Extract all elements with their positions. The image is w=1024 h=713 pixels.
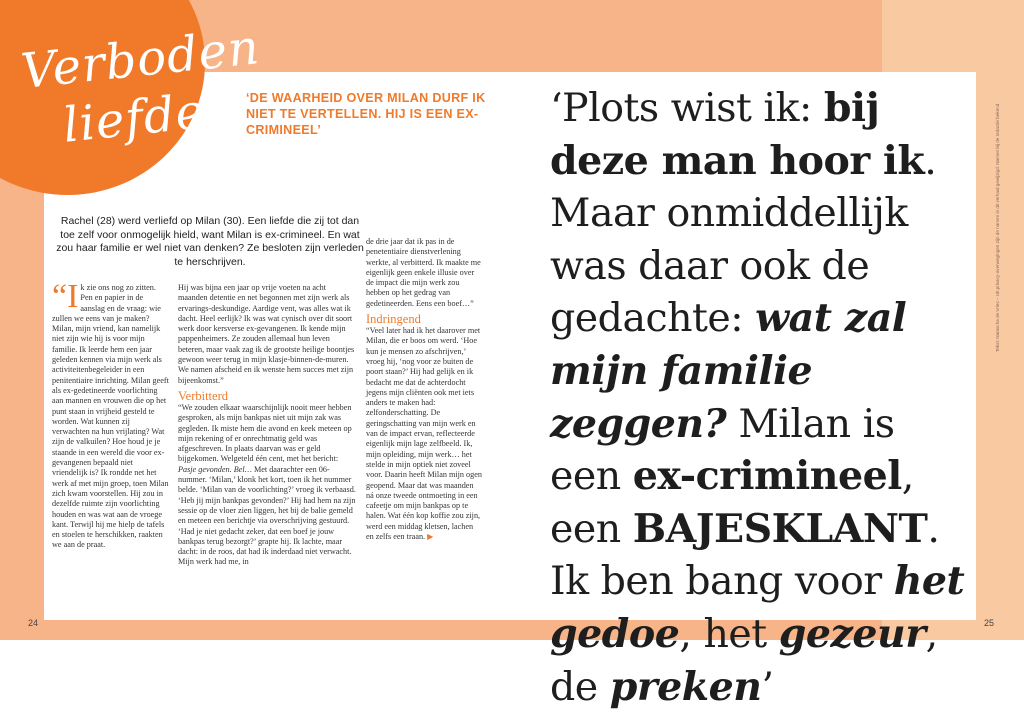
page-number-right: 25 xyxy=(984,618,995,628)
column-3-paragraph-1: de drie jaar dat ik pas in de penetentiaire dienstverlening werkte, al verbitterd. Ik maakte me eigenlijk geen enkele illusie over de impact die mijn werk zou hebben op het gedrag van gedetineerden. Eens een boef…” xyxy=(366,237,481,308)
quote-text: , de xyxy=(550,610,938,710)
quote-text: , het xyxy=(679,610,779,657)
quote-bold-italic: wat zal mijn familie zeggen? xyxy=(550,295,907,447)
column-3-paragraph-2 xyxy=(366,326,482,542)
article-column-2 xyxy=(178,283,356,568)
logo-line-2: liefde xyxy=(60,83,208,154)
quote-text: . Ik ben bang voor xyxy=(550,505,940,605)
quote-bold-italic: gezeur xyxy=(778,610,926,657)
drop-cap: “I xyxy=(52,278,79,315)
quote-text: ‘Plots wist ik: xyxy=(550,85,824,131)
subhead-verbitterd: Verbitterd xyxy=(178,388,228,403)
quote-bold: BAJESKLANT xyxy=(632,505,928,552)
subhead-indringend: Indringend xyxy=(366,312,421,327)
section-logo xyxy=(18,19,263,158)
quote-bold: ex-crimineel xyxy=(632,453,902,500)
quote-bold-italic: preken xyxy=(609,663,762,710)
article-column-1 xyxy=(52,278,169,551)
quote-text: ’ xyxy=(761,663,774,710)
quote-text: Milan is een xyxy=(550,400,895,500)
column-2-paragraph-1: Hij was bijna een jaar op vrije voeten na acht maanden detentie en net begonnen met zijn werk als ervarings-deskundige. Aardige vent, was alles wat ik dacht. Heel eerlijk? Ik was wat cynisch over dit soort werk door kersverse ex-gevangenen. Ik kende mijn pappenheimers. Ze zouden allemaal hun leven beteren, maar vaak zag ik de grootste heilige boontjes gewoon weer terug in mijn klasje-binnen-de-muren. We namen afscheid en ik wenste hem succes met zijn bijeenkomst.” xyxy=(178,283,355,385)
column-2-paragraph-2 xyxy=(178,403,356,568)
logo-line-1: Verboden xyxy=(18,19,263,100)
column-2-text-b: Met daarachter een 06-nummer. ‘Milan,’ klonk het kort, toen ik het nummer belde. ‘Milan van de voorlichting?’ vroeg ik verbaasd. ‘Heb jij mijn bankpas gevonden?’ Hij had hem na zijn sessie op de vloer zien liggen, het bij de balie gemeld en meteen een berichtje via overschrijving gestuurd. ‘Had je niet gedacht zeker, dat een boef je jouw bankpas terug bezorgt?’ grapte hij. Ik lachte, maar dacht: in de roos, dat had ik inderdaad niet verwacht. Mijn werk had me, in xyxy=(178,464,356,567)
article-column-3 xyxy=(366,237,482,542)
article-headline: ‘DE WAARHEID OVER MILAN DURF IK NIET TE VERTELLEN. HIJ IS EEN EX-CRIMINEEL’ xyxy=(246,91,486,137)
article-intro: Rachel (28) werd verliefd op Milan (30). Een liefde die zij tot dan toe zelf voor onmogelijk hield, want Milan is ex-crimineel. En wat zou haar familie er wel niet van denken? Ze besloten zijn verleden te herschrijven. xyxy=(56,215,364,268)
quote-text: . Maar onmiddellijk was daar ook de gedachte: xyxy=(550,137,937,342)
page-number-left: 24 xyxy=(28,618,39,628)
column-1-paragraph xyxy=(52,278,169,551)
column-2-text-a: “We zouden elkaar waarschijnlijk nooit meer hebben gesproken, als mijn bankpas niet uit mijn zak was gegleden. Ik miste hem die avond en keek meteen op mijn rekening of er onrechtmatig geld was afgeschreven. In plaats daarvan was er geld bijgekomen. Welgeteld één cent, met het bericht: xyxy=(178,402,352,464)
end-mark-icon: ▶ xyxy=(427,532,434,542)
author-credit: Tekst: Natascha de Vries – Uit privacy-overwegingen zijn de namen in dit verhaal gewijzigd. Namen bij de redactie bekend xyxy=(995,103,1000,352)
column-2-text-italic: Pasje gevonden. Bel… xyxy=(178,464,252,474)
column-1-text: k zie ons nog zo zitten. Pen en papier in de aanslag en de vraag: wie zullen we eens van je maken? Milan, mijn vriend, kan namelijk niet zijn wie hij is voor mijn familie. Ik leerde hem een jaar geleden kennen via mijn werk als activiteitenbegeleider in een penitentiaire inrichting. Milan geeft als ex-gedetineerde voorlichting aan mannen en vrouwen die op het punt staan in vrijheid gesteld te worden. Wat kunnen zij verwachten na hun vrijlating? Wat zijn de valkuilen? Hoe houd je je staande in een wereld die voor ex-gevangenen bepaald niet vriendelijk is? Ik rondde net het werk af met mijn groep, toen Milan zich kwam voorstellen. Hij zou in dezelfde ruimte zijn voorlichting houden en was wat aan de vroege kant. Terwijl hij me hielp de tafels en stoelen te herschikken, raakten we aan de praat. xyxy=(52,283,169,550)
quote-text: , een xyxy=(550,453,914,552)
pull-quote xyxy=(550,82,976,713)
quote-bold: bij deze man hoor ik xyxy=(550,85,925,184)
column-3-text: “Veel later had ik het daarover met Milan, die er boos om werd. ‘Hoe kun je mensen zo afschrijven,’ vroeg hij, ‘nog voor ze buiten de poort staan?’ Hij had gelijk en ik bedacht me dat de achterdocht jegens mijn cliënten ook met iets anders te maken had: zelfonderschatting. De geringschatting van mijn werk en van de impact ervan, reflecteerde eigenlijk mijn lage zelfbeeld. Ik, mijn opleiding, mijn werk… het stelde in mijn optiek niet zoveel voor. Daarin heeft Milan mijn ogen geopend. Maar dat was maanden ná onze tweede ontmoeting in een cafeetje om mijn bankpas op te halen. Wat één kop koffie zou zijn, werd een middag kletsen, lachen en zelfs een traan. xyxy=(366,326,482,542)
quote-bold-italic: het gedoe xyxy=(550,558,965,657)
